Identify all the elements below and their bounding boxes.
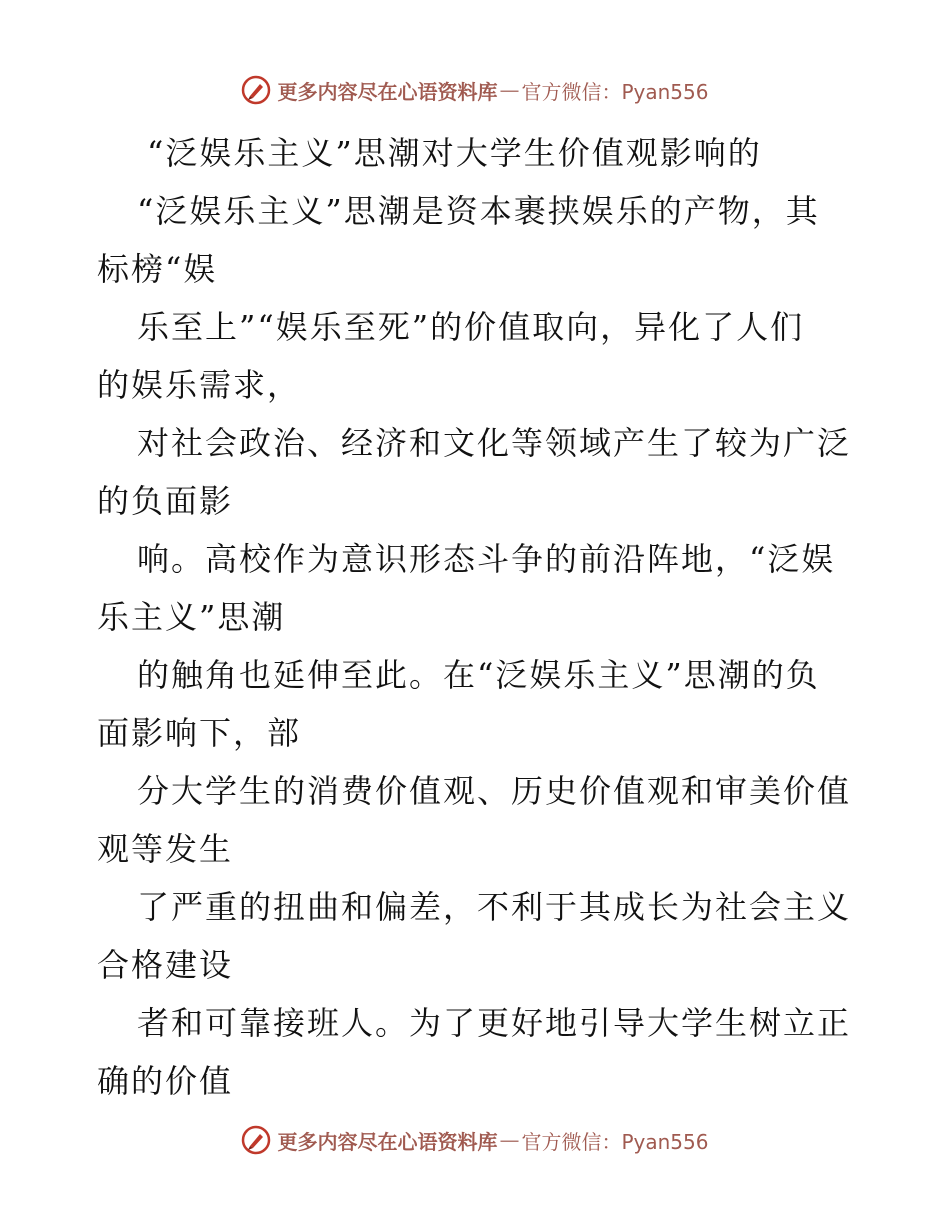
paragraph-line: 的娱乐需求， [97, 366, 302, 404]
paragraph-line: “泛娱乐主义”思潮是资本裹挟娱乐的产物，其 [137, 192, 820, 230]
paragraph-line: 者和可靠接班人。为了更好地引导大学生树立正 [137, 1004, 852, 1042]
document-body [97, 124, 857, 1110]
paragraph-line: 的触角也延伸至此。在“泛娱乐主义”思潮的负 [137, 656, 820, 694]
footer-brand-text: 更多内容尽在心语资料库 [277, 1129, 498, 1154]
paragraph-line: 响。高校作为意识形态斗争的前沿阵地，“泛娱 [137, 540, 836, 578]
header-dash: — [499, 78, 520, 102]
paragraph-line: 合格建设 [97, 946, 234, 984]
footer-dash: — [499, 1128, 520, 1152]
paragraph-line: 乐至上”“娱乐至死”的价值取向，异化了人们 [137, 308, 805, 346]
header-wechat-text: 官方微信：Pyan556 [521, 79, 709, 104]
paragraph-line: 面影响下，部 [97, 714, 302, 752]
paragraph-line: 观等发生 [97, 830, 234, 868]
paragraph-line: 对社会政治、经济和文化等领域产生了较为广泛 [137, 424, 852, 462]
header-watermark [0, 70, 950, 110]
pen-logo-icon [241, 75, 271, 105]
pen-logo-icon [241, 1125, 271, 1155]
header-brand-text: 更多内容尽在心语资料库 [277, 79, 498, 104]
paragraph-line: 的负面影 [97, 482, 234, 520]
paragraph-line: 标榜“娱 [97, 250, 218, 288]
document-title-line: “泛娱乐主义”思潮对大学生价值观影响的 [147, 134, 762, 172]
paragraph-line: 了严重的扭曲和偏差，不利于其成长为社会主义 [137, 888, 852, 926]
paragraph-line: 乐主义”思潮 [97, 598, 286, 636]
footer-watermark [0, 1120, 950, 1160]
paragraph-line: 分大学生的消费价值观、历史价值观和审美价值 [137, 772, 852, 810]
paragraph-line: 确的价值 [97, 1062, 234, 1100]
footer-wechat-text: 官方微信：Pyan556 [521, 1129, 709, 1154]
